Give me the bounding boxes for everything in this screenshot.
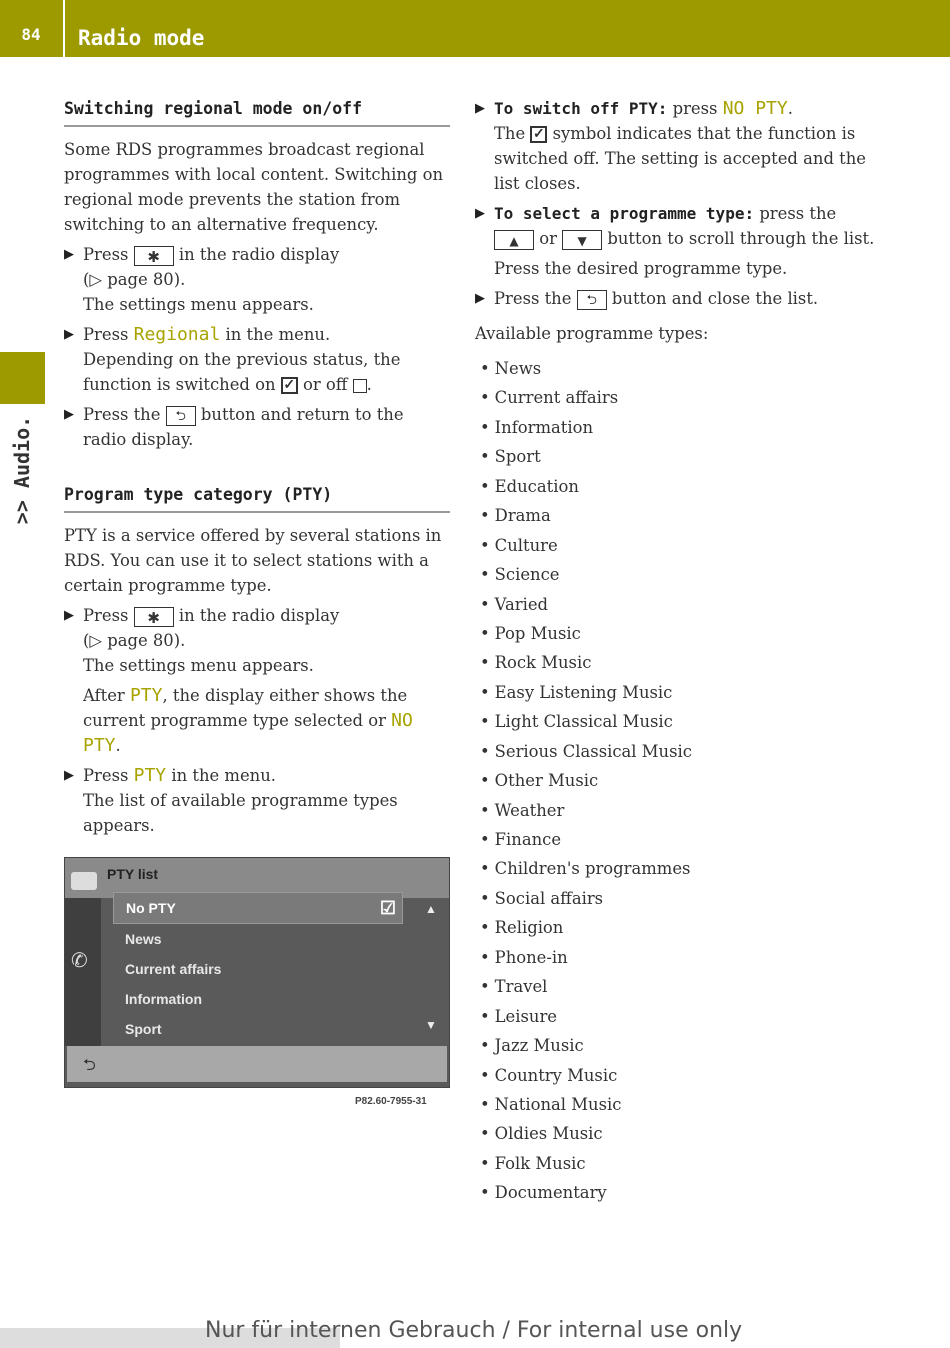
right-column	[475, 96, 875, 1208]
screen-scrollbar	[421, 902, 441, 1032]
step-arrow-icon: ▶	[475, 101, 485, 116]
pty-row: News	[125, 931, 162, 947]
step-text: in the radio display	[178, 606, 340, 625]
page-header	[0, 0, 950, 57]
scroll-up-icon: ▲	[425, 902, 437, 916]
pty-list	[113, 892, 403, 1044]
step-text: Press the	[494, 289, 572, 308]
pty-row: Current affairs	[125, 961, 222, 977]
step-text: in the menu.	[225, 325, 331, 344]
step-text: Press the	[83, 405, 161, 424]
step-note	[83, 683, 450, 758]
screen-bottom-bar	[67, 1046, 447, 1082]
left-column	[64, 96, 450, 838]
programme-type-list	[480, 354, 875, 1208]
footer-notice: Nur für internen Gebrauch / For internal use only	[205, 1318, 743, 1343]
step-press-settings-pty	[64, 603, 450, 758]
checkbox-empty-icon	[353, 379, 367, 393]
step-result: Press the desired programme type.	[494, 259, 788, 278]
menu-item-no-pty: NO PTY	[722, 98, 788, 119]
programme-type-item: • Rock Music	[480, 648, 875, 677]
programme-type-item: • Varied	[480, 590, 875, 619]
step-arrow-icon: ▶	[475, 291, 485, 306]
pty-intro: PTY is a service offered by several stations in RDS. You can use it to select stations with a certain programme type.	[64, 526, 442, 595]
step-text: After	[83, 686, 125, 705]
programme-type-item: • Information	[480, 413, 875, 442]
programme-type-item: • Sport	[480, 442, 875, 471]
menu-item-no-pty: NO PTY	[83, 710, 413, 756]
step-result: Depending on the previous status, the function is switched on	[83, 350, 401, 394]
step-result: The list of available programme types appears.	[83, 791, 398, 835]
screen-left-strip	[65, 898, 101, 1046]
programme-type-item: • Travel	[480, 972, 875, 1001]
programme-type-item: • Culture	[480, 531, 875, 560]
page-title: Radio mode	[78, 26, 205, 50]
pty-list-screenshot	[64, 857, 450, 1088]
pty-row-selected	[113, 892, 403, 924]
programme-type-item: • Religion	[480, 913, 875, 942]
figure-code: P82.60-7955-31	[355, 1096, 427, 1107]
step-arrow-icon: ▶	[64, 407, 74, 422]
step-text: .	[787, 99, 793, 118]
down-key-icon: ▼	[562, 230, 602, 250]
step-text: in the menu.	[171, 766, 276, 785]
step-text: Press	[83, 245, 129, 264]
programme-type-item: • Social affairs	[480, 884, 875, 913]
section-heading-regional: Switching regional mode on/off	[64, 96, 450, 127]
scroll-down-icon: ▼	[425, 1018, 437, 1032]
menu-item-regional: Regional	[133, 324, 221, 345]
programme-type-item: • Drama	[480, 501, 875, 530]
step-select-type	[475, 201, 875, 281]
step-press-back	[64, 402, 450, 452]
programme-type-item: • Other Music	[480, 766, 875, 795]
menu-item-pty: PTY	[133, 765, 167, 786]
back-key-icon: ⮌	[166, 406, 196, 426]
step-result: symbol indicates that the function is switched off. The setting is accepted and the list closes.	[494, 124, 866, 193]
step-text: press	[672, 99, 718, 118]
step-text: or	[539, 229, 557, 248]
programme-type-item: • Finance	[480, 825, 875, 854]
pty-row: Sport	[125, 1021, 162, 1037]
pty-row-label: No PTY	[126, 900, 176, 916]
step-label: To switch off PTY:	[494, 99, 668, 118]
step-label: To select a programme type:	[494, 204, 755, 223]
pty-row: Information	[125, 991, 202, 1007]
step-text: in the radio display	[178, 245, 340, 264]
checkbox-checked-icon: ✓	[530, 126, 547, 143]
sidebar-tab	[0, 352, 45, 404]
back-icon: ⮌	[83, 1057, 96, 1074]
sidebar-label: >> Audio.	[10, 415, 34, 525]
programme-type-item: • Easy Listening Music	[480, 678, 875, 707]
step-text: Press	[83, 766, 129, 785]
step-result: .	[366, 375, 372, 394]
programme-type-item: • National Music	[480, 1090, 875, 1119]
available-types-heading: Available programme types:	[475, 324, 709, 343]
programme-type-item: • Country Music	[480, 1061, 875, 1090]
check-icon: ☑	[379, 898, 396, 918]
step-text: .	[115, 736, 121, 755]
step-close-list	[475, 286, 875, 311]
settings-key-icon: ✱	[134, 607, 174, 627]
programme-type-item: • Education	[480, 472, 875, 501]
step-text: Press	[83, 325, 129, 344]
back-key-icon: ⮌	[577, 290, 607, 310]
step-text: button and close the list.	[611, 289, 819, 308]
programme-type-item: • Jazz Music	[480, 1031, 875, 1060]
menu-item-pty: PTY	[129, 685, 163, 706]
step-text: , the display either shows the current programme type selected or	[83, 686, 408, 730]
section-heading-pty: Program type category (PTY)	[64, 482, 450, 513]
step-arrow-icon: ▶	[64, 247, 74, 262]
programme-type-item: • Documentary	[480, 1178, 875, 1207]
programme-type-item: • News	[480, 354, 875, 383]
screen-title: PTY list	[107, 866, 159, 882]
step-arrow-icon: ▶	[475, 206, 485, 221]
step-press-regional	[64, 322, 450, 397]
step-press-settings	[64, 242, 450, 317]
programme-type-item: • Phone-in	[480, 943, 875, 972]
radio-icon	[71, 872, 97, 890]
phone-icon: ✆	[71, 950, 88, 972]
programme-type-item: • Weather	[480, 796, 875, 825]
step-result: or off	[302, 375, 348, 394]
programme-type-item: • Leisure	[480, 1002, 875, 1031]
step-result: The settings menu appears.	[83, 295, 314, 314]
header-divider	[63, 0, 65, 57]
step-arrow-icon: ▶	[64, 608, 74, 623]
regional-intro: Some RDS programmes broadcast regional programmes with local content. Switching on regional mode prevents the station from switching to an alternative frequency.	[64, 140, 444, 234]
step-switch-off-pty	[475, 96, 875, 196]
programme-type-item: • Pop Music	[480, 619, 875, 648]
programme-type-item: • Oldies Music	[480, 1119, 875, 1148]
step-text: press the	[759, 204, 837, 223]
page-reference: (▷ page 80).	[83, 631, 186, 650]
programme-type-item: • Serious Classical Music	[480, 737, 875, 766]
programme-type-item: • Light Classical Music	[480, 707, 875, 736]
step-result: The settings menu appears.	[83, 656, 314, 675]
up-key-icon: ▲	[494, 230, 534, 250]
page-reference: (▷ page 80).	[83, 270, 186, 289]
step-text: button to scroll through the list.	[607, 229, 875, 248]
programme-type-item: • Current affairs	[480, 383, 875, 412]
programme-type-item: • Folk Music	[480, 1149, 875, 1178]
step-arrow-icon: ▶	[64, 768, 74, 783]
page-number: 84	[21, 25, 41, 44]
step-text: Press	[83, 606, 129, 625]
step-arrow-icon: ▶	[64, 327, 74, 342]
settings-key-icon: ✱	[134, 246, 174, 266]
step-text: button and return to the radio display.	[83, 405, 404, 449]
step-press-pty	[64, 763, 450, 838]
programme-type-item: • Children's programmes	[480, 854, 875, 883]
step-result: The	[494, 124, 526, 143]
programme-type-item: • Science	[480, 560, 875, 589]
checkbox-checked-icon: ✓	[281, 377, 298, 394]
